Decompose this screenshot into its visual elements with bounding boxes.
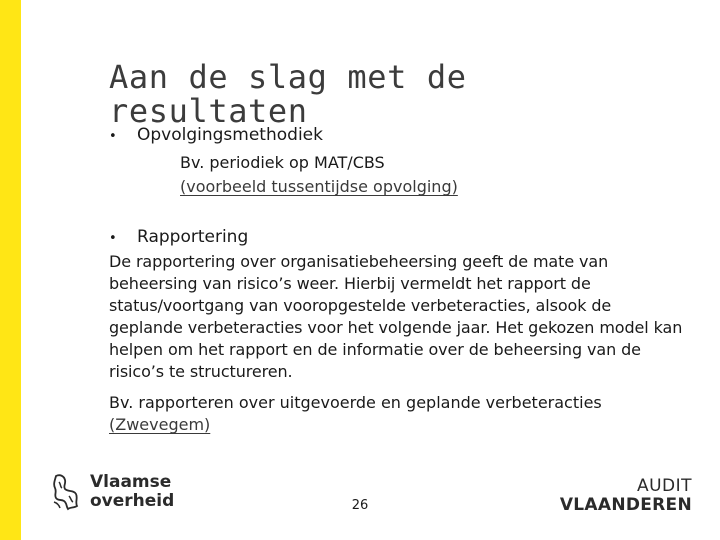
vlaamse-overheid-text [90,473,174,511]
zwevegem-link[interactable]: (Zwevegem) [109,415,211,434]
rapportering-paragraph: De rapportering over organisatiebeheersing geeft de mate van beheersing van risico’s weer. Hierbij vermeldt het rapport de status/voortgang van vooropgestelde verbeteracties, alsook de geplande verbeteracties voor het volgende jaar. Het gekozen model kan helpen om het rapport en de informatie over de beheersing van de risico’s te structureren. [109,252,683,381]
bullet-dot-icon: • [109,129,117,144]
bullet-dot-icon: • [109,231,117,246]
vlaamse-overheid-logo [50,472,174,512]
slide-title: Aan de slag met de resultaten [109,58,467,130]
bullet-sub-link-row [180,176,458,198]
example-opvolging-link[interactable]: (voorbeeld tussentijdse opvolging) [180,177,458,196]
logo-line-1: Vlaamse [90,472,172,492]
bullet-sub-text: Bv. periodiek op MAT/CBS [180,153,385,172]
flemish-lion-icon [50,472,82,512]
bullet-rapportering [109,226,248,250]
logo-line-2: overheid [90,491,175,511]
bullet-label: Rapportering [137,227,249,247]
example-text: Bv. rapporteren over uitgevoerde en geplande verbeteracties [109,393,602,412]
bullet-opvolgingsmethodiek [109,124,323,148]
logo-line-1: AUDIT [636,476,692,496]
example-block [109,392,689,436]
page-number: 26 [351,498,369,513]
bullet-label: Opvolgingsmethodiek [137,125,323,145]
audit-vlaanderen-logo [560,477,692,515]
logo-line-2: VLAANDEREN [559,495,692,515]
accent-bar [0,0,21,540]
